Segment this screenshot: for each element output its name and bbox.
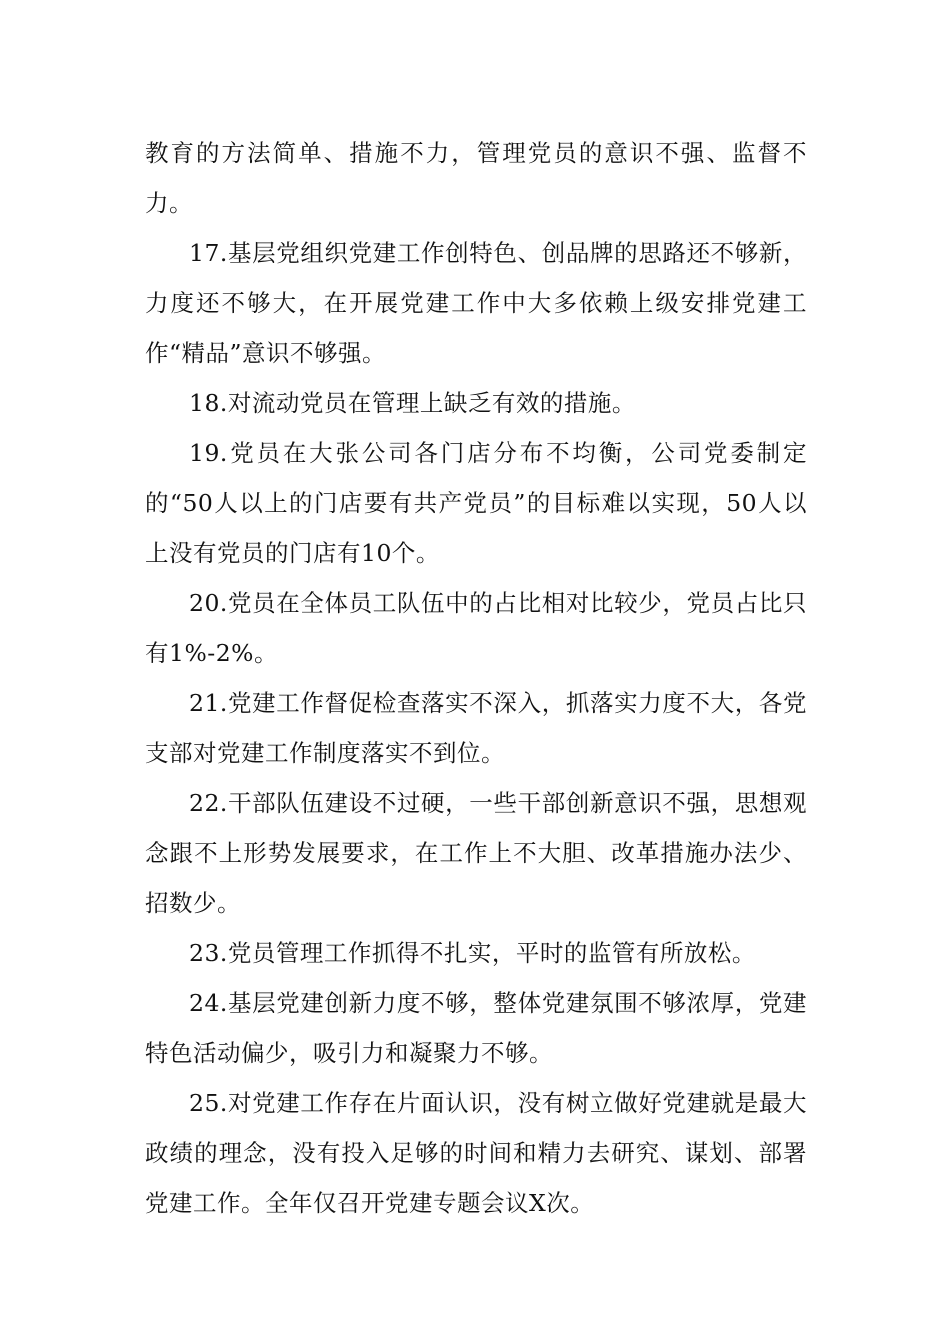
paragraph-20: 20.党员在全体员工队伍中的占比相对比较少，党员占比只有1%-2%。 bbox=[145, 589, 807, 667]
paragraph-22: 22.干部队伍建设不过硬，一些干部创新意识不强，思想观念跟不上形势发展要求，在工作上不大胆、改革措施办法少、招数少。 bbox=[145, 789, 807, 917]
paragraph-16-continued: 教育的方法简单、措施不力，管理党员的意识不强、监督不力。 bbox=[145, 139, 807, 217]
paragraph-24: 24.基层党建创新力度不够，整体党建氛围不够浓厚，党建特色活动偏少，吸引力和凝聚力不够。 bbox=[145, 989, 807, 1067]
paragraph-19: 19.党员在大张公司各门店分布不均衡，公司党委制定的“50人以上的门店要有共产党员”的目标难以实现，50人以上没有党员的门店有10个。 bbox=[145, 439, 807, 567]
paragraph-23: 23.党员管理工作抓得不扎实，平时的监管有所放松。 bbox=[189, 939, 756, 967]
paragraph-21: 21.党建工作督促检查落实不深入，抓落实力度不大，各党支部对党建工作制度落实不到位。 bbox=[145, 689, 807, 767]
paragraph-25: 25.对党建工作存在片面认识，没有树立做好党建就是最大政绩的理念，没有投入足够的时间和精力去研究、谋划、部署党建工作。全年仅召开党建专题会议X次。 bbox=[145, 1089, 807, 1217]
paragraph-17: 17.基层党组织党建工作创特色、创品牌的思路还不够新，力度还不够大，在开展党建工作中大多依赖上级安排党建工作“精品”意识不够强。 bbox=[145, 239, 807, 367]
document-body bbox=[145, 128, 807, 1228]
paragraph-18: 18.对流动党员在管理上缺乏有效的措施。 bbox=[189, 389, 636, 417]
